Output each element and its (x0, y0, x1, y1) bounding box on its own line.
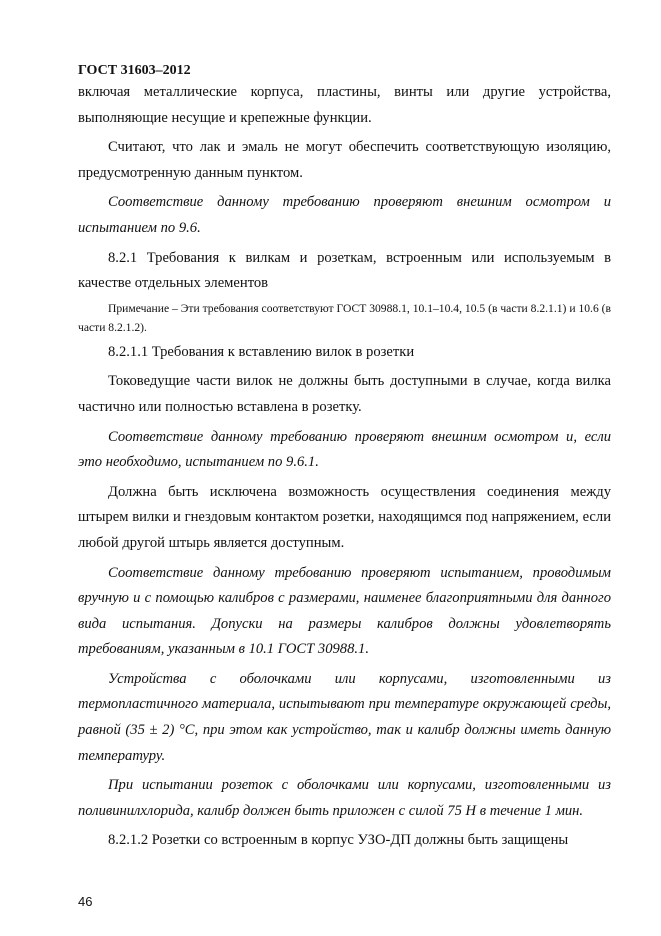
paragraph-compliance-inspection: Соответствие данному требованию проверяют внешним осмотром и, если это необходимо, испытанием по 9.6.1. (78, 428, 611, 471)
document-body (78, 80, 611, 854)
note-paragraph: Примечание – Эти требования соответствуют ГОСТ 30988.1, 10.1–10.4, 10.5 (в части 8.2.1.1) и 10.6 (в части 8.2.1.2). (78, 301, 611, 334)
paragraph-connection-exclusion: Должна быть исключена возможность осуществления соединения между штырем вилки и гнездовым контактом розетки, находящимся под напряжением, если любой другой штырь является доступным. (78, 483, 611, 551)
paragraph-live-parts: Токоведущие части вилок не должны быть доступными в случае, когда вилка частично или полностью вставлена в розетку. (78, 373, 611, 415)
section-heading-8-2-1-2: 8.2.1.2 Розетки со встроенным в корпус УЗО-ДП должны быть защищены (108, 832, 569, 849)
paragraph-compliance-check: Соответствие данному требованию проверяют внешним осмотром и испытанием по 9.6. (78, 194, 611, 236)
document-header: ГОСТ 31603–2012 (78, 63, 191, 78)
section-heading-8-2-1: 8.2.1 Требования к вилкам и розеткам, встроенным или используемым в качестве отдельных элементов (78, 249, 611, 292)
section-heading-8-2-1-1: 8.2.1.1 Требования к вставлению вилок в розетки (108, 343, 415, 360)
paragraph-gauge-test: Соответствие данному требованию проверяют испытанием, проводимым вручную и с помощью калибров с размерами, наименее благоприятными для данного вида испытания. Допуски на размеры калибров должны удовлетворять требованиям, указанным в 10.1 ГОСТ 30988.1. (78, 564, 611, 658)
paragraph-lacquer-note: Считают, что лак и эмаль не могут обеспечить соответствующую изоляцию, предусмотренную данным пунктом. (78, 139, 611, 181)
paragraph-thermoplastic-test: Устройства с оболочками или корпусами, изготовленными из термопластичного материала, испытывают при температуре окружающей среды, равной (35 ± 2) °С, при этом как устройство, так и калибр должны иметь данную температуру. (78, 670, 611, 764)
page-number: 46 (78, 894, 93, 909)
paragraph-pvc-test: При испытании розеток с оболочками или корпусами, изготовленными из поливинилхлорида, калибр должен быть приложен с силой 75 Н в течение 1 мин. (78, 777, 611, 819)
paragraph-continuation: включая металлические корпуса, пластины, винты или другие устройства, выполняющие несущие и крепежные функции. (78, 84, 611, 126)
